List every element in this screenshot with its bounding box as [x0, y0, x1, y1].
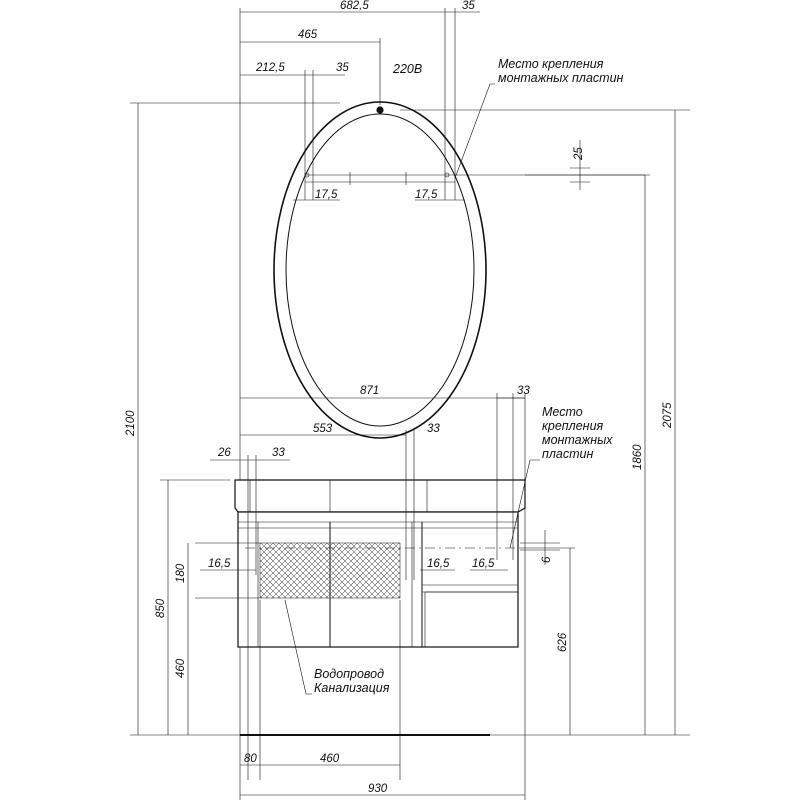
dim-mirror-plate-width: 35 — [336, 62, 349, 74]
dim-body-height: 180 — [175, 563, 187, 583]
dim-plate-right-inset: 17,5 — [415, 189, 438, 201]
svg-text:пластин: пластин — [542, 447, 594, 461]
svg-text:монтажных: монтажных — [542, 433, 613, 447]
dim-cabinet-mid-offset: 33 — [427, 423, 440, 435]
svg-text:монтажных пластин: монтажных пластин — [498, 71, 624, 85]
cabinet-mount-note — [510, 405, 613, 548]
utilities-area — [260, 543, 400, 598]
dim-cabinet-left-offset-a: 26 — [218, 447, 231, 459]
mirror-mount-note — [455, 57, 624, 178]
dim-mirror-left-offset: 212,5 — [256, 62, 285, 74]
svg-text:крепления: крепления — [542, 419, 604, 433]
dim-pipe-width: 460 — [320, 753, 340, 765]
dim-inner-right: 16,5 — [472, 558, 495, 570]
svg-text:Место крепления: Место крепления — [498, 57, 604, 71]
dim-cabinet-left-offset-b: 33 — [272, 447, 285, 459]
svg-text:Водопровод: Водопровод — [314, 667, 385, 681]
dim-plate-height: 6 — [541, 556, 553, 563]
dim-height-mount-plates: 1860 — [632, 444, 644, 470]
dim-cabinet-total-width: 871 — [360, 385, 380, 397]
dim-height-mount-top: 2075 — [662, 402, 674, 428]
dim-height-cabinet-mount: 626 — [557, 632, 569, 652]
mirror-mounting-plates — [305, 172, 645, 185]
dim-cabinet-right-offset: 33 — [517, 385, 530, 397]
dim-inner-left: 16,5 — [208, 558, 231, 570]
dim-height-pipes: 460 — [175, 658, 187, 678]
dim-plate-left-inset: 17,5 — [315, 189, 338, 201]
dim-mirror-total-width: 682,5 — [340, 0, 369, 12]
oval-mirror — [274, 102, 486, 438]
dim-plate-depth: 25 — [573, 147, 585, 160]
svg-text:Канализация: Канализация — [314, 681, 390, 695]
dim-height-cabinet-top: 850 — [155, 598, 167, 618]
svg-text:Место: Место — [542, 405, 583, 419]
socket-label: 220В — [393, 62, 423, 76]
dim-mirror-mount-offset: 35 — [462, 0, 475, 12]
dim-height-total: 2100 — [125, 410, 137, 436]
socket-point-icon — [376, 106, 383, 113]
cabinet-dimension-lines — [130, 103, 690, 800]
dim-pipe-offset: 80 — [244, 753, 257, 765]
dim-mirror-half-width: 465 — [298, 29, 318, 41]
dim-cabinet-width: 930 — [368, 783, 388, 795]
mirror-dimension-lines — [130, 8, 690, 800]
dim-inner-mid: 16,5 — [427, 558, 450, 570]
dim-cabinet-mid-width: 553 — [313, 423, 333, 435]
